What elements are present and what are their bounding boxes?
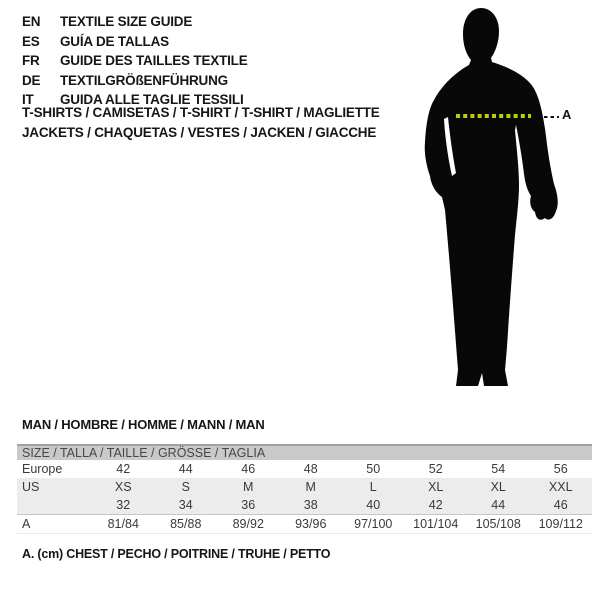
language-label: GUIDE DES TAILLES TEXTILE xyxy=(60,53,248,68)
language-code: FR xyxy=(22,53,40,68)
cell: XXL xyxy=(548,480,573,494)
man-silhouette-body xyxy=(425,8,558,386)
language-list xyxy=(22,12,248,110)
cell: 89/92 xyxy=(232,517,264,531)
cell: 44 xyxy=(491,498,506,512)
cell: M xyxy=(243,480,254,494)
cell: L xyxy=(369,480,377,494)
cell: 56 xyxy=(553,462,568,476)
row-label: Europe xyxy=(22,462,63,476)
table-row-chest-a xyxy=(17,514,592,534)
language-row-es xyxy=(22,32,248,52)
cell: 48 xyxy=(303,462,318,476)
language-label: TEXTILGRÖßENFÜHRUNG xyxy=(60,72,228,88)
language-label: GUIDA ALLE TAGLIE TESSILI xyxy=(60,92,244,107)
cell: 52 xyxy=(428,462,443,476)
cell: 54 xyxy=(491,462,506,476)
cell: 85/88 xyxy=(170,517,202,531)
size-table-header-label: SIZE / TALLA / TAILLE / GRÖSSE / TAGLIA xyxy=(22,446,266,460)
section-title-man: MAN / HOMBRE / HOMME / MANN / MAN xyxy=(22,417,265,432)
cell: 93/96 xyxy=(295,517,327,531)
language-label: GUÍA DE TALLAS xyxy=(60,33,169,49)
cell: 32 xyxy=(116,498,131,512)
size-table-header xyxy=(17,444,592,460)
measure-label-a: A xyxy=(562,107,572,122)
measurement-footnote: A. (cm) CHEST / PECHO / POITRINE / TRUHE / PETTO xyxy=(22,547,331,561)
cell: 46 xyxy=(241,462,256,476)
cell: 44 xyxy=(178,462,193,476)
row-label: A xyxy=(22,517,31,531)
cell: XS xyxy=(114,480,132,494)
cell: 34 xyxy=(178,498,193,512)
language-row-en xyxy=(22,12,248,32)
cell: 97/100 xyxy=(354,517,393,531)
size-table xyxy=(17,444,592,534)
cell: XL xyxy=(490,480,506,494)
cell: 50 xyxy=(366,462,381,476)
language-code: IT xyxy=(22,92,34,107)
cell: XL xyxy=(428,480,444,494)
cell: 105/108 xyxy=(475,517,521,531)
garment-categories xyxy=(22,103,380,142)
cell: 36 xyxy=(241,498,256,512)
cell: 42 xyxy=(428,498,443,512)
language-row-fr xyxy=(22,51,248,71)
language-code: DE xyxy=(22,72,41,88)
category-tshirts: T-SHIRTS / CAMISETAS / T-SHIRT / T-SHIRT / MAGLIETTE xyxy=(22,105,380,120)
cell: 42 xyxy=(116,462,131,476)
row-label: US xyxy=(22,480,40,494)
table-row-us xyxy=(17,478,592,496)
cell: S xyxy=(181,480,190,494)
cell: M xyxy=(305,480,316,494)
language-code: EN xyxy=(22,14,41,29)
cell: 38 xyxy=(303,498,318,512)
table-row-europe xyxy=(17,460,592,478)
language-row-de xyxy=(22,71,248,91)
language-code: ES xyxy=(22,33,40,49)
man-silhouette xyxy=(418,5,563,393)
cell: 109/112 xyxy=(538,517,583,531)
language-label: TEXTILE SIZE GUIDE xyxy=(60,14,193,29)
cell: 81/84 xyxy=(107,517,139,531)
cell: 46 xyxy=(553,498,568,512)
table-row-numeric xyxy=(17,496,592,514)
category-jackets: JACKETS / CHAQUETAS / VESTES / JACKEN / GIACCHE xyxy=(22,124,377,140)
cell: 40 xyxy=(366,498,381,512)
cell: 101/104 xyxy=(413,517,459,531)
